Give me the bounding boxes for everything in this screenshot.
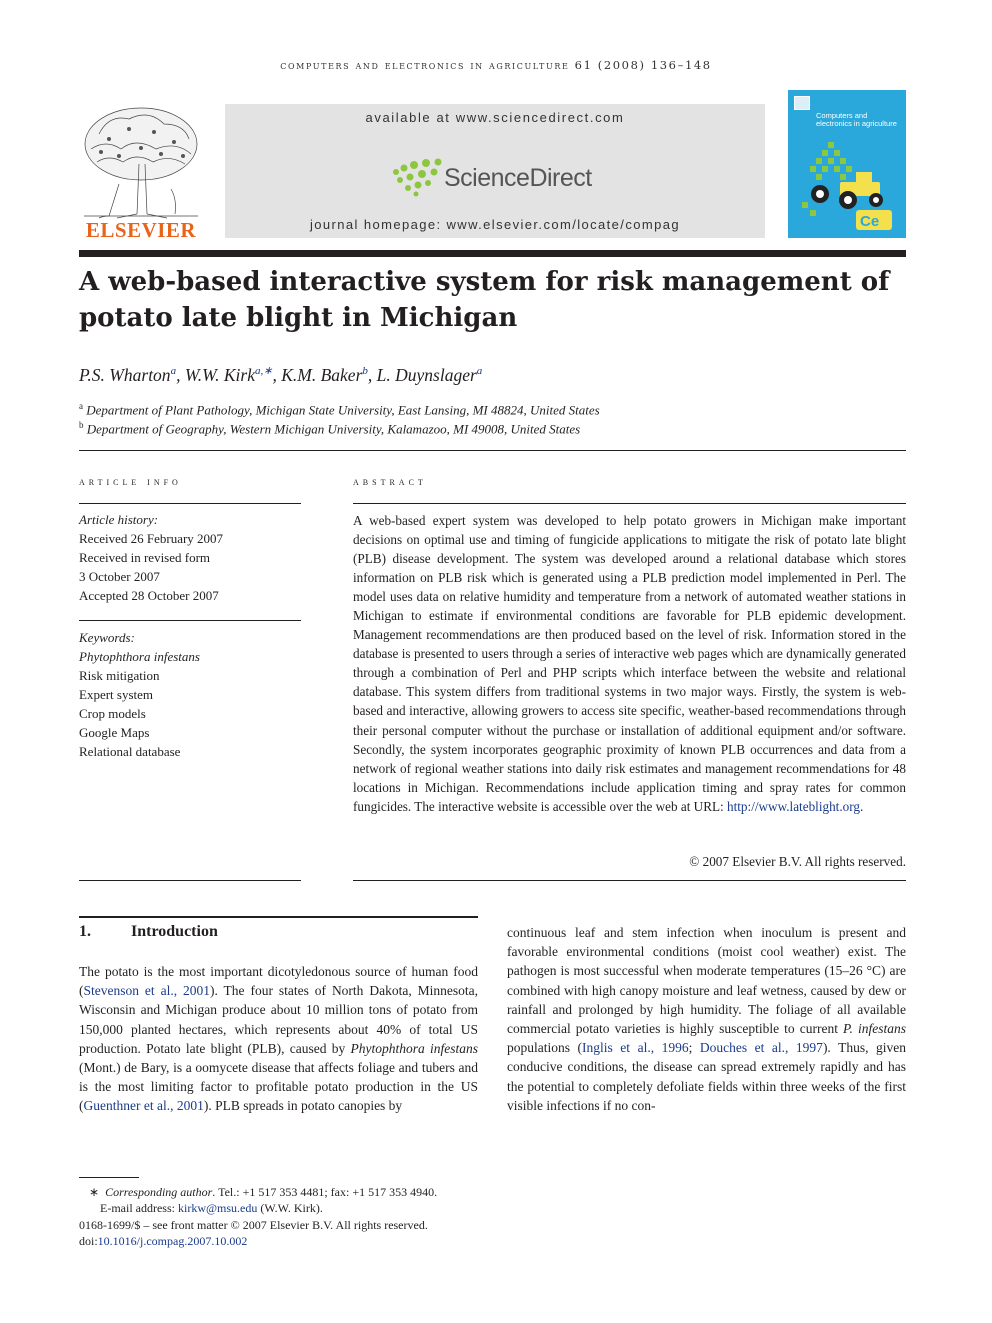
section-heading-introduction [79,923,218,941]
footnote-mark: ∗ [89,1185,100,1199]
footnote-label: Corresponding author [105,1185,213,1199]
doi-line [79,1233,906,1250]
author-affiliation-mark[interactable]: b [362,365,368,377]
citation-link[interactable]: Stevenson et al., 2001 [83,983,210,999]
section-title: Introduction [131,923,218,940]
body-text: continuous leaf and stem infection when inoculum is present and favorable environmental conditions (moist cool weather) exist. The pathogen is most successful when moderate temperatures (15–26 °C) are combined with high canopy moisture and leaf wetness, caused by dew or rainfall and prolonged by high humidity. The foliage of all available commercial potato varieties is highly susceptible to current [507,925,906,1037]
divider [353,503,906,504]
issn-line: 0168-1699/$ – see front matter © 2007 Elsevier B.V. All rights reserved. [79,1218,428,1232]
body-text: (Mont.) de Bary, is a oomycete disease that affects foliage and tubers and is the most limiting factor to profitable potato production in the US ( [79,1060,478,1114]
body-text: ). Thus, given conducive conditions, the disease can spread extremely rapidly and has the potential to completely defoliate fields within three weeks of the first visible infections if no con- [507,1040,906,1113]
footnote-rule [79,1177,139,1178]
author-name: P.S. Wharton [79,364,171,385]
history-item: Received 26 February 2007 [79,531,224,546]
affiliation-a [79,401,906,418]
article-history [79,510,301,605]
abstract-text: A web-based expert system was developed to help potato growers in Michigan make important decisions on optimal use and timing of fungicide applications to mitigate the risk of potato late blight (PLB) disease development. The system was developed around a relational database which stores information on PLB risk which is generated using a PLB prediction model implemented in Perl. The model uses data on relative humidity and temperature from a network of automated weather stations in Michigan to estimate if environmental conditions are favorable for PLB epidemic development. Management recommendations are then produced based on the level of risk. Information stored in the database is presented to users through a series of interactive web pages which are dynamically generated through a combination of Perl and PHP scripts which interface between the website and relational database. This system differs from traditional systems in two major ways. Firstly, the system is web-based and interactive, allowing growers to access site specific, weather-based recommendations through their personal computer without the purchase or installation of additional equipment and/or software. Secondly, the system incorporates geographic proximity of known PLB occurrences and data from a network of regional weather stations into daily risk estimates and management recommendations for 48 locations in Michigan. Recommendations include application timing and spray rates for common fungicides. The interactive website is accessible over the web at URL: http://www.lateblight.org. [353,513,906,814]
divider [79,620,301,621]
body-text: populations ( [507,1040,583,1056]
citation-link[interactable]: Inglis et al., 1996 [582,1040,689,1056]
section-number: 1. [79,923,91,940]
cover-elsevier-icon [794,96,810,110]
doi-link[interactable]: 10.1016/j.compag.2007.10.002 [97,1234,248,1248]
body-text: ; [688,1040,700,1056]
body-column-right [507,923,906,1115]
citation-link[interactable]: Guenthner et al., 2001 [83,1098,204,1114]
keywords-label: Keywords: [79,630,135,645]
species-name: P. infestans [843,1021,906,1037]
divider [79,450,906,451]
lateblight-url-link[interactable]: http://www.lateblight.org [727,798,860,814]
article-title: A web-based interactive system for risk management of potato late blight in Michigan [79,267,890,333]
journal-reference: computers and electronics in agriculture 61 (2008) 136–148 [280,58,712,72]
author-list: P.S. Wharton$^a$, W.W. Kirk$^{a,∗}$, K.M. Baker$^b$, L. Duynslager$^a$ [79,364,483,385]
elsevier-wordmark: ELSEVIER [85,218,197,242]
author-affiliation-mark[interactable]: a [476,365,483,377]
author-name: W.W. Kirk [184,364,255,385]
citation-link[interactable]: Douches et al., 1997 [699,1040,823,1056]
abstract-copyright: © 2007 Elsevier B.V. All rights reserved. [689,854,906,869]
body-text: The potato is the most important dicotyledonous source of human food ( [79,964,478,999]
history-item: 3 October 2007 [79,569,160,584]
sciencedirect-dots-icon [390,158,446,198]
author-affiliation-mark[interactable]: a [170,365,177,377]
email-link[interactable]: kirkw@msu.edu [177,1201,258,1215]
sciencedirect-logo [390,156,600,200]
body-column-left [79,962,478,1116]
author-affiliation-mark[interactable]: a,∗ [255,365,273,377]
history-item: Received in revised form [79,550,211,565]
journal-cover-thumbnail[interactable] [788,90,906,238]
keyword-item: Risk mitigation [79,668,160,683]
abstract-body: A web-based expert system was developed to help potato growers in Michigan make important decisions on optimal use and timing of fungicide applications to mitigate the risk of potato late blight (PLB) disease development. The system was developed around a relational database which stores information on PLB risk which is generated using a PLB prediction model implemented in Perl. The model uses data on relative humidity and temperature from a network of automated weather stations in Michigan to estimate if environmental conditions are favorable for PLB epidemic development. Management recommendations are then produced based on the level of risk. Information stored in the database is presented to users through a series of interactive web pages which are dynamically generated through a combination of Perl and PHP scripts which interface between the website and relational database. This system differs from traditional systems in two major ways. Firstly, the system is web-based and interactive, allowing growers to access site specific, weather-based recommendations through their personal computer without the purchase or installation of additional equipment and/or software. Secondly, the system incorporates geographic proximity of known PLB occurrences and data from a network of regional weather stations into daily risk estimates and management recommendations for 48 locations in Michigan. Recommendations include application timing and spray rates for common fungicides. The interactive website is accessible over the web at URL: [353,513,906,814]
author-name: K.M. Baker [281,364,363,385]
cover-artwork-icon [796,138,900,234]
sciencedirect-wordmark: ScienceDirect [444,164,592,192]
affiliation-mark: a [79,401,83,411]
keyword-item: Crop models [79,706,146,721]
email-note [79,1200,906,1217]
corresponding-author-note [79,1184,906,1201]
abstract-heading: abstract [353,476,427,488]
journal-homepage-link[interactable]: journal homepage: www.elsevier.com/locate/compag [310,217,680,232]
history-item: Accepted 28 October 2007 [79,588,219,603]
species-name: Phytophthora infestans [350,1040,478,1056]
cover-badge-text: Ce [860,213,880,230]
keyword-item: Phytophthora infestans [79,649,200,664]
available-at-link[interactable]: available at www.sciencedirect.com [365,110,625,125]
divider [353,880,906,881]
doi-label: doi: [79,1234,98,1248]
email-suffix: (W.W. Kirk). [257,1201,323,1215]
affiliation-b [79,420,906,437]
affiliation-text: Department of Geography, Western Michigan University, Kalamazoo, MI 49008, United States [86,421,581,437]
keyword-item: Expert system [79,687,154,702]
divider [79,880,301,881]
divider [79,503,301,504]
header-rule [79,250,906,257]
cover-title: Computers and electronics in agriculture [816,111,897,128]
footnote-text: . Tel.: +1 517 353 4481; fax: +1 517 353 4940. [212,1185,438,1199]
section-rule [79,916,478,918]
article-info-heading: article info [79,476,182,488]
email-label: E-mail address: [100,1201,178,1215]
body-text: ). PLB spreads in potato canopies by [203,1098,403,1114]
keyword-item: Relational database [79,744,181,759]
affiliation-mark: b [79,420,84,430]
keywords [79,628,301,761]
history-label: Article history: [79,512,159,527]
affiliation-text: Department of Plant Pathology, Michigan State University, East Lansing, MI 48824, United States [86,402,600,418]
author-name: L. Duynslager [376,364,477,385]
body-text: ). The four states of North Dakota, Minnesota, Wisconsin and Michigan produce about 10 million tons of potato from 150,000 planted hectares, which represents about 40% of total US production. Potato late blight (PLB), caused by [79,983,478,1056]
keyword-item: Google Maps [79,725,150,740]
